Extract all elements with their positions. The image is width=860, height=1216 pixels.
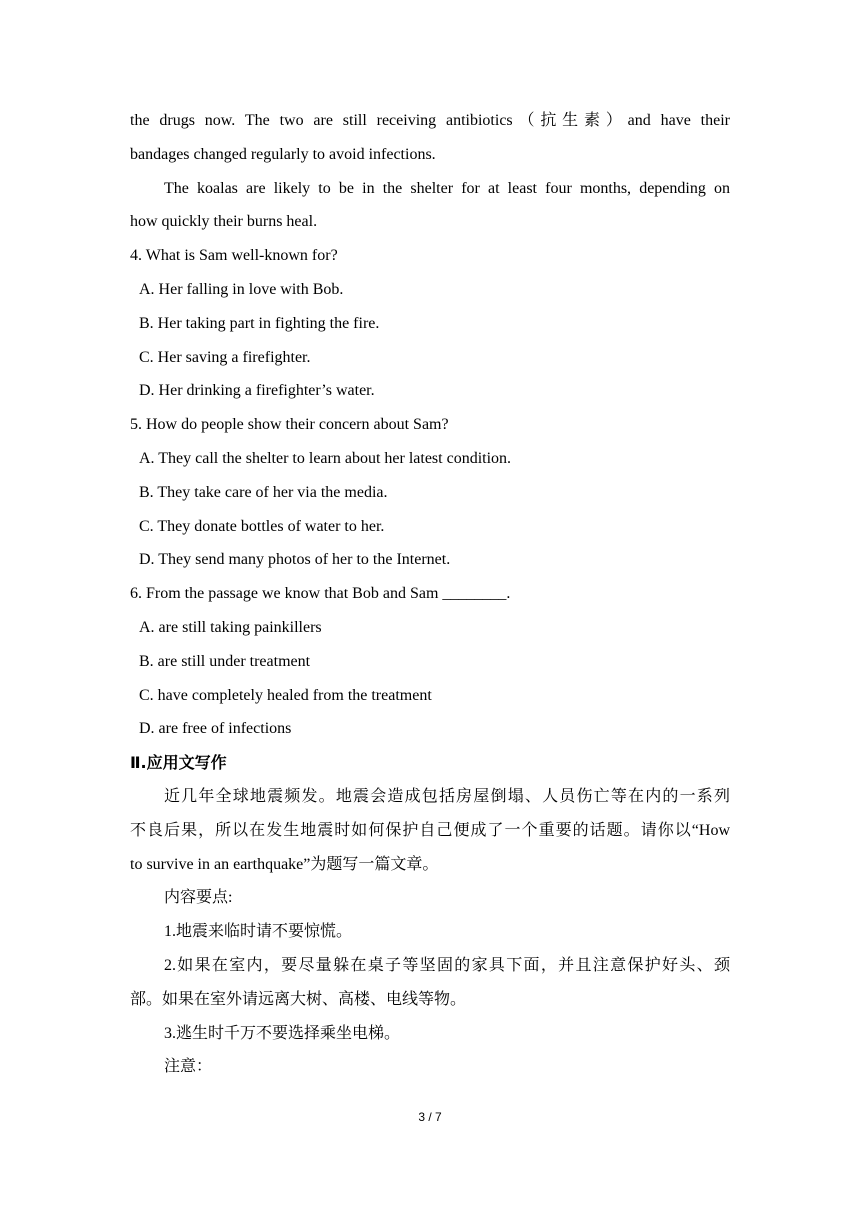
question-stem: 6. From the passage we know that Bob and Sam ________. [130, 585, 511, 603]
section-heading: Ⅱ.应用文写作 [130, 753, 227, 773]
points-label: 内容要点: [164, 889, 233, 907]
answer-option-b: B. Her taking part in fighting the fire. [139, 314, 380, 332]
point-item: 2.如果在室内，要尽量躲在桌子等坚固的家具下面，并且注意保护好头、颈 [164, 956, 730, 974]
page-number: 3 / 7 [418, 1110, 442, 1124]
answer-option-d: D. Her drinking a firefighter’s water. [139, 382, 375, 400]
writing-intro-line: to survive in an earthquake”为题写一篇文章。 [130, 855, 439, 873]
answer-option-d: D. They send many photos of her to the Internet. [139, 551, 451, 569]
answer-option-c: C. have completely healed from the treatment [139, 686, 432, 704]
point-item: 1.地震来临时请不要惊慌。 [164, 923, 353, 941]
writing-intro-line: 近几年全球地震频发。地震会造成包括房屋倒塌、人员伤亡等在内的一系列 [164, 787, 730, 805]
passage-line: the drugs now. The two are still receiving antibiotics（抗生素）and have their [130, 112, 730, 129]
question-6 [130, 577, 730, 746]
passage-line: The koalas are likely to be in the shelter for at least four months, depending on [164, 179, 730, 197]
writing-intro-line: 不良后果，所以在发生地震时如何保护自己便成了一个重要的话题。请你以“How [130, 821, 730, 839]
answer-option-d: D. are free of infections [139, 720, 292, 738]
point-item-continued: 部。如果在室外请远离大树、高楼、电线等物。 [130, 990, 467, 1008]
answer-option-c: C. Her saving a firefighter. [139, 348, 311, 366]
answer-option-c: C. They donate bottles of water to her. [139, 517, 385, 535]
note-label: 注意： [164, 1058, 213, 1076]
question-5 [130, 408, 730, 577]
question-stem: 4. What is Sam well-known for? [130, 247, 338, 265]
point-item: 3.逃生时千万不要选择乘坐电梯。 [164, 1024, 401, 1042]
passage-line: bandages changed regularly to avoid infections. [130, 145, 436, 163]
answer-option-a: A. Her falling in love with Bob. [139, 280, 344, 298]
question-4 [130, 239, 730, 408]
passage-line: how quickly their burns heal. [130, 213, 318, 231]
document-body [130, 104, 730, 1084]
answer-option-b: B. are still under treatment [139, 652, 311, 670]
answer-option-b: B. They take care of her via the media. [139, 483, 388, 501]
answer-option-a: A. They call the shelter to learn about her latest condition. [139, 449, 512, 467]
answer-option-a: A. are still taking painkillers [139, 618, 322, 636]
question-stem: 5. How do people show their concern about Sam? [130, 416, 449, 434]
